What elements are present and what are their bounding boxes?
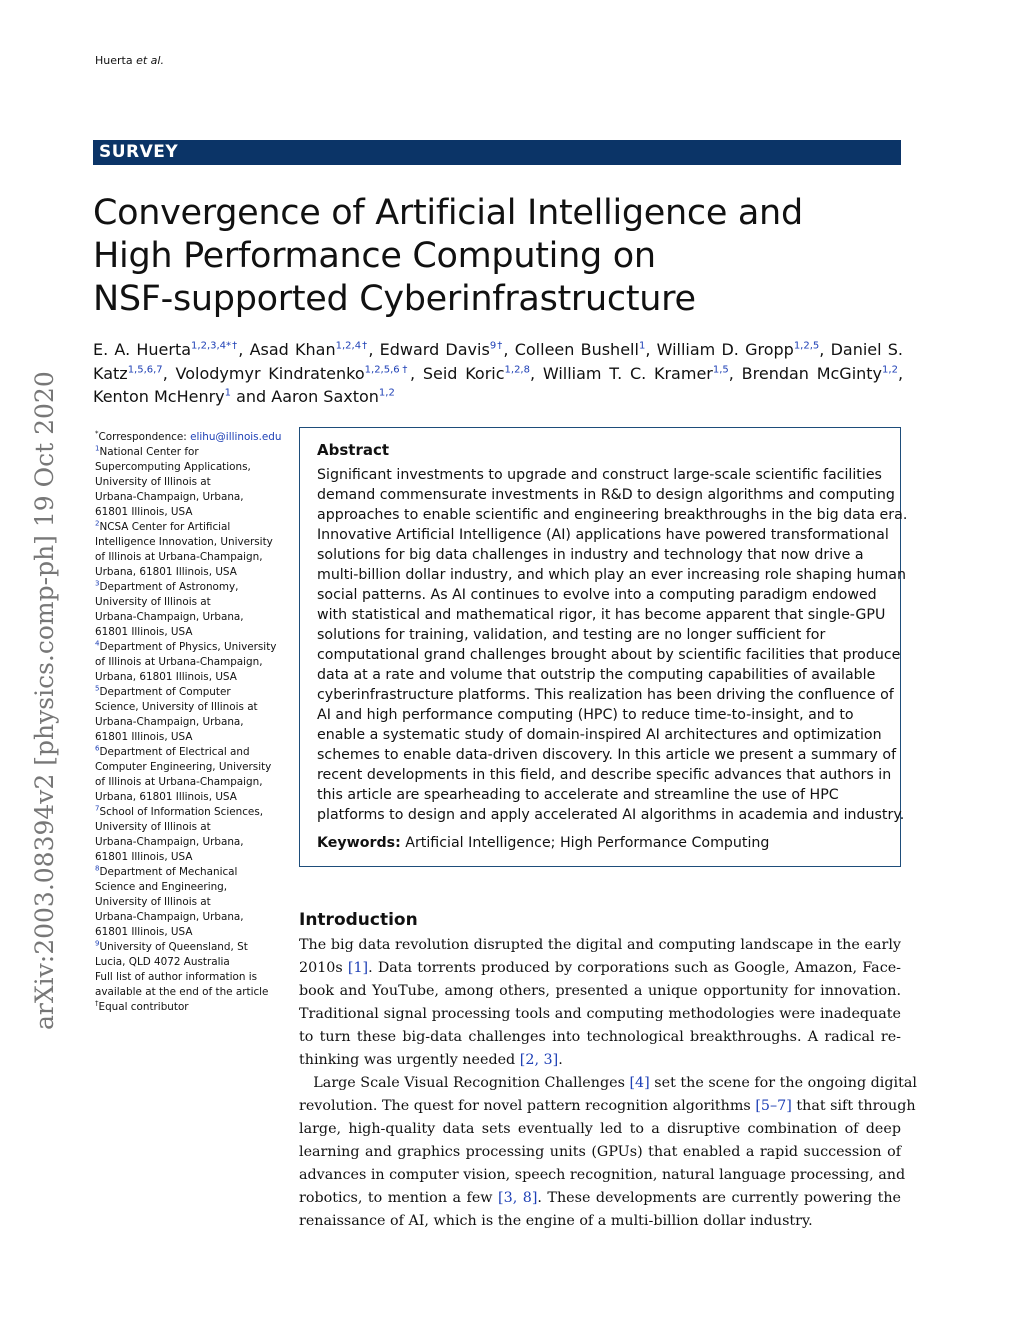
abstract-line: multi-billion dollar industry, and which play an ever increasing role shaping human [317,567,906,583]
keywords-value: Artificial Intelligence; High Performance Computing [405,835,770,851]
running-head-author: Huerta [95,54,133,67]
abstract-line: demand commensurate investments in R&D to design algorithms and computing [317,487,895,503]
affiliation-number: 6 [95,744,100,753]
full-list-note: Full list of author information is available at the end of the article [95,971,269,998]
affiliation-number: 5 [95,684,100,693]
author-name: Brendan McGinty [741,363,883,383]
author-affiliation-ref[interactable]: 1 [224,387,232,399]
paragraph-line: Traditional signal processing tools and computing methodologies were inadequate [299,1006,901,1022]
affiliation-line: $^9$University of Queensland, St [95,939,248,953]
affiliation-line: of Illinois at Urbana-Champaign, [95,776,263,788]
author-affiliation-ref[interactable]: 1,5,6,7 [127,364,163,376]
affiliation-line: University of Illinois at [95,896,211,908]
running-head [95,54,164,67]
affiliation-item [95,445,285,520]
paragraph-line: learning and graphics processing units (GPUs) that enabled a rapid succession of [299,1144,901,1160]
correspondence-email-link[interactable]: elihu@illinois.edu [190,431,282,443]
paragraph-line: thinking was urgently needed [2, 3]. [299,1052,563,1068]
affiliation-item [95,745,285,805]
author-name: Daniel S. Katz [93,340,904,383]
affiliation-number: 8 [95,864,100,873]
author-affiliation-ref[interactable]: 1 [638,340,646,352]
affiliation-line: $^2$NCSA Center for Artificial [95,519,231,533]
affiliation-line: Urbana, 61801 Illinois, USA [95,791,237,803]
affiliation-line: Urbana, 61801 Illinois, USA [95,566,237,578]
affiliation-number: 7 [95,804,100,813]
paragraph-line: renaissance of AI, which is the engine of a multi-billion dollar industry. [299,1213,813,1229]
affiliation-item [95,520,285,580]
affiliation-number: 2 [95,519,100,528]
affiliation-line: Urbana, 61801 Illinois, USA [95,671,237,683]
paragraph-line: revolution. The quest for novel pattern recognition algorithms [5–7] that sift through [299,1098,916,1114]
paragraph-line: to turn these big-data challenges into technological breakthroughs. A radical re- [299,1029,901,1045]
author-name: Asad Khan [249,340,336,359]
author-affiliation-ref[interactable]: 1,2 [882,364,898,376]
author-name: Colleen Bushell [514,340,639,359]
affiliation-line: University of Illinois at [95,596,211,608]
abstract-line: recent developments in this field, and describe specific advances that authors in [317,767,892,783]
citation-link[interactable]: [4] [629,1075,650,1091]
paragraph-line: The big data revolution disrupted the digital and computing landscape in the early [299,937,901,953]
abstract-line: social patterns. As AI continues to evolve into a computing paradigm endowed [317,587,877,603]
author-affiliation-ref[interactable]: 9† [489,340,504,352]
affiliation-line: Urbana-Champaign, Urbana, [95,716,244,728]
abstract-line: Innovative Artificial Intelligence (AI) applications have powered transformational [317,527,889,543]
abstract-line: platforms to design and apply accelerated AI algorithms in academia and industry. [317,807,905,823]
paragraph-line: robotics, to mention a few [3, 8]. These developments are currently powering the [299,1190,902,1206]
affiliation-line: Computer Engineering, University [95,761,272,773]
abstract-line: with statistical and mathematical rigor, it has become apparent that single-GPU [317,607,886,623]
affiliation-line: Urbana-Champaign, Urbana, [95,836,244,848]
introduction-paragraph-2 [299,1072,917,1233]
abstract-line: data at a rate and volume that outstrip the computing capabilities of available [317,667,876,683]
affiliation-line: $^3$Department of Astronomy, [95,579,239,593]
author-name: William T. C. Kramer [542,363,713,383]
citation-link[interactable]: [5–7] [755,1098,792,1114]
abstract-line: cyberinfrastructure platforms. This realization has been driving the confluence of [317,687,894,703]
affiliation-item [95,940,285,970]
running-head-etal: et al. [136,54,164,67]
author-name: Edward Davis [379,340,490,359]
author-name: William D. Gropp [656,340,794,359]
abstract-line: enable a systematic study of domain-inspired AI architectures and optimization [317,727,882,743]
abstract-heading: Abstract [317,441,390,459]
affiliation-line: Urbana-Champaign, Urbana, [95,611,244,623]
paper-title [93,192,923,321]
title-line: Convergence of Artificial Intelligence and [93,193,803,233]
author-name: Aaron Saxton [271,387,379,406]
introduction-heading: Introduction [299,910,418,930]
affiliation-item [95,685,285,745]
abstract-line: computational grand challenges brought about by scientific facilities that produce [317,647,901,663]
author-name: E. A. Huerta [93,340,192,359]
author-name: Volodymyr Kindratenko [175,363,365,383]
author-affiliation-ref[interactable]: 1,2,4† [335,340,369,352]
citation-link[interactable]: [1] [347,960,369,976]
introduction-paragraph-1 [299,934,901,1072]
affiliation-line: $^5$Department of Computer [95,684,231,698]
affiliation-line: 61801 Illinois, USA [95,731,193,743]
author-affiliation-ref[interactable]: 1,2,3,4*† [191,340,239,352]
abstract-line: approaches to enable scientific and engineering breakthroughs in the big data era. [317,507,908,523]
correspondence: *Correspondence: elihu@illinois.edu [95,429,282,443]
abstract-line: schemes to enable data-driven discovery. In this article we present a summary of [317,747,897,763]
affiliation-line: 61801 Illinois, USA [95,926,193,938]
author-affiliation-ref[interactable]: 1,2,5 [793,340,820,352]
title-line: High Performance Computing on [93,236,656,276]
affiliation-line: Lucia, QLD 4072 Australia [95,956,230,968]
paragraph-line: large, high-quality data sets eventually led to a disruptive combination of deep [299,1121,901,1137]
affiliation-list [95,445,285,970]
paragraph-line: Large Scale Visual Recognition Challenges [4] set the scene for the ongoing digital [299,1075,917,1091]
affiliation-line: Science and Engineering, [95,881,228,893]
keywords-label: Keywords: [317,835,401,851]
affiliation-item [95,865,285,940]
abstract-line: AI and high performance computing (HPC) to reduce time-to-insight, and to [317,707,854,723]
affiliation-item [95,640,285,685]
affiliation-number: 1 [95,444,100,453]
paragraph-line: 2010s [1]. Data torrents produced by corporations such as Google, Amazon, Face- [299,960,901,976]
affiliation-line: Urbana-Champaign, Urbana, [95,911,244,923]
survey-banner: SURVEY [93,140,901,165]
paragraph-line: book and YouTube, among others, presented a unique opportunity for innovation. [299,983,901,999]
affiliation-line: $^6$Department of Electrical and [95,744,250,758]
affiliation-line: University of Illinois at [95,821,211,833]
affiliation-line: 61801 Illinois, USA [95,506,193,518]
author-affiliation-ref[interactable]: 1,2,5,6† [364,364,410,376]
affiliation-line: Supercomputing Applications, [95,461,251,473]
affiliation-line: Intelligence Innovation, University [95,536,273,548]
affiliation-item [95,805,285,865]
paragraph-line: advances in computer vision, speech recognition, natural language processing, and [299,1167,906,1183]
author-list: E. A. Huerta$^{1,2,3,4*\dagger}$, Asad Khan$^{1,2,4\dagger}$, Edward Davis$^{9\dagger}$, Colleen Bushell$^1$, William D. Gropp$^{1,2,5}$, Daniel S. Katz$^{1,5,6,7}$, Volodymyr Kindratenko$^{1,2,5,6\dagger}$, Seid Koric$^{1,2,8}$, William T. C. Kramer$^{1,5}$, Brendan McGinty$^{1,2}$, Kenton McHenry$^1$ and Aaron Saxton$^{1,2}$ [93,340,904,406]
affiliation-line: of Illinois at Urbana-Champaign, [95,656,263,668]
author-affiliation-ref[interactable]: 1,2 [378,387,395,399]
keywords [317,833,883,853]
arxiv-stamp: arXiv:2003.08394v2 [physics.comp-ph] 19 Oct 2020 [30,371,59,1030]
affiliation-line: of Illinois at Urbana-Champaign, [95,551,263,563]
abstract-box [299,427,908,867]
citation-link[interactable]: [2, 3] [519,1052,559,1068]
affiliation-line: $^1$National Center for [95,444,199,458]
affiliation-line: 61801 Illinois, USA [95,851,193,863]
affiliation-line: $^4$Department of Physics, University [95,639,277,653]
affiliation-line: $^8$Department of Mechanical [95,864,238,878]
title-line: NSF-supported Cyberinfrastructure [93,279,696,319]
author-affiliation-ref[interactable]: 1,5 [712,364,729,376]
affiliation-line: $^7$School of Information Sciences, [95,804,264,818]
abstract-line: solutions for training, validation, and testing are no longer sufficient for [317,627,826,643]
affiliation-line: Urbana-Champaign, Urbana, [95,491,244,503]
affiliation-item [95,580,285,640]
abstract-line: Significant investments to upgrade and construct large-scale scientific facilities [317,467,882,483]
author-name: Kenton McHenry [93,387,225,406]
abstract-line: this article are spearheading to accelerate and streamline the use of HPC [317,787,839,803]
affiliation-number: 3 [95,579,100,588]
author-affiliation-ref[interactable]: 1,2,8 [504,364,530,376]
affiliation-line: Science, University of Illinois at [95,701,258,713]
abstract-line: solutions for big data challenges in industry and technology that now drive a [317,547,864,563]
author-name: Seid Koric [422,363,505,383]
affiliation-number: 4 [95,639,100,648]
citation-link[interactable]: [3, 8] [498,1190,538,1206]
affiliation-line: University of Illinois at [95,476,211,488]
affiliation-number: 9 [95,939,100,948]
affiliation-line: 61801 Illinois, USA [95,626,193,638]
abstract-text [317,465,908,825]
equal-contributor-note: †Equal contributor [95,999,189,1013]
affiliations-sidebar [95,430,285,1015]
